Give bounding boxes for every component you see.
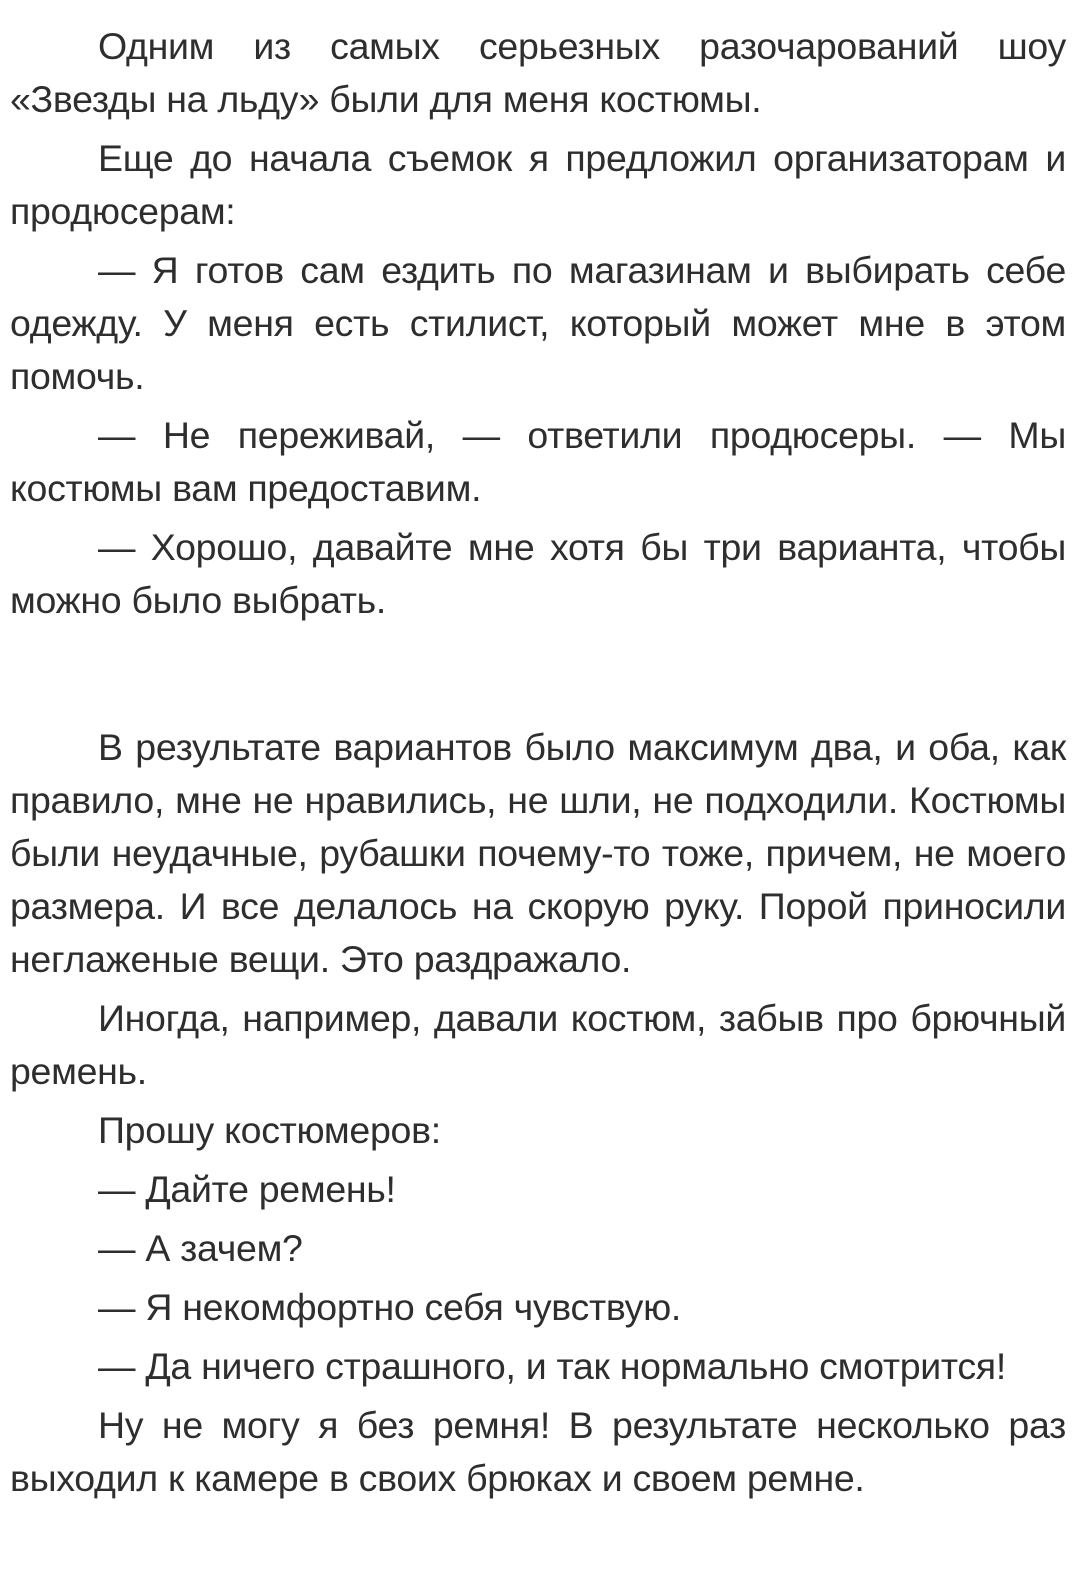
dialogue-line: — А зачем? — [98, 1227, 303, 1269]
dialogue-line: — Хорошо, давайте мне хотя бы три варианта, чтобы можно было выбрать. — [10, 526, 1066, 621]
dialogue-line: — Дайте ремень! — [98, 1168, 396, 1210]
paragraph: Еще до начала съемок я предложил организаторам и продюсерам: — [10, 137, 1066, 232]
paragraph: Одним из самых серьезных разочарований шоу «Звезды на льду» были для меня костюмы. — [10, 25, 1066, 120]
dialogue-line: — Не переживай, — ответили продюсеры. — Мы костюмы вам предоставим. — [10, 414, 1066, 509]
paragraph: Прошу костюмеров: — [98, 1109, 441, 1151]
dialogue-line: — Да ничего страшного, и так нормально смотрится! — [98, 1345, 1006, 1387]
section-break — [10, 633, 1066, 721]
paragraph: Иногда, например, давали костюм, забыв про брючный ремень. — [10, 997, 1066, 1092]
dialogue-line: — Я готов сам ездить по магазинам и выбирать себе одежду. У меня есть стилист, который может мне в этом помочь. — [10, 249, 1066, 397]
dialogue-line: — Я некомфортно себя чувствую. — [98, 1286, 682, 1328]
paragraph: В результате вариантов было максимум два, и оба, как правило, мне не нравились, не шли, не подходили. Костюмы были неудачные, рубашки почему-то тоже, причем, не моего размера. И все делалось на скорую руку. Порой приносили неглаженые вещи. Это раздражало. — [10, 726, 1066, 980]
paragraph: Ну не могу я без ремня! В результате несколько раз выходил к камере в своих брюках и своем ремне. — [10, 1404, 1066, 1499]
book-page — [10, 20, 1066, 1511]
